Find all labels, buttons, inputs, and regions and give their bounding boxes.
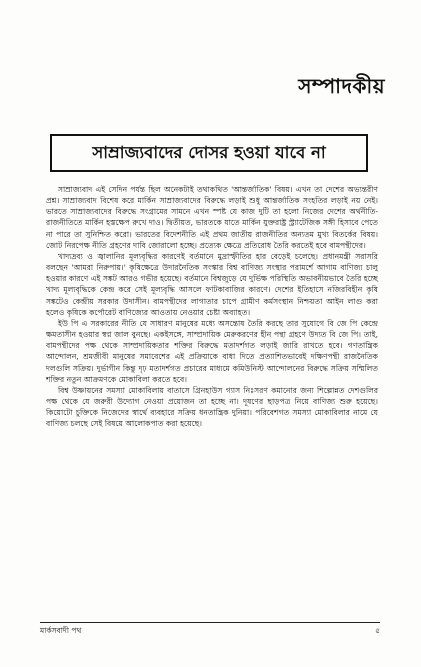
page-number: ৫ (375, 626, 380, 635)
paragraph-2: খাদ্যদ্রব্য ও জ্বালানির মূল্যবৃদ্ধির কারণেই বর্তমানে মুদ্রাস্ফীতির হার বেড়েই চলেছে। প্রধানমন্ত্রী সরাসরি বলছেন 'আমরা নিরুপায়।' কৃষিক্ষেত্রে উদারনৈতিক সংস্কার বিশ্ব বাণিজ্য সংস্থার পরামর্শে আগাম বাণিজ্য চালু হওয়ার কারণে এই সঙ্কট আরও গভীর হয়েছে। বর্তমানে বিশ্বজুড়ে যে দুর্ভিক্ষ পরিস্থিতি অভাবনীয়ভাবে তৈরি হচ্ছে খাদ্য মূল্যবৃদ্ধিকে কেন্দ্র করে সেই মূল্যবৃদ্ধি আসলে ফাটকাবাজির কারণে। দেশের ইতিহাসে নজিরবিহীন কৃষি সঙ্কটেও কেন্দ্রীয় সরকার উদাসীন। বামপন্থীদের লাগাতার চাপে গ্রামীণ কর্মসংস্থান নিশ্চয়তা আইন লাগু করা হলেও কৃষিকে কর্পোরেট বাণিজ্যের আওতায় নেওয়ার চেষ্টা অব্যাহত। (46, 251, 378, 317)
headline: সাম্রাজ্যবাদের দোসর হওয়া যাবে না (92, 142, 326, 162)
paragraph-1: সাম্রাজ্যবাদ এই সেদিন পর্যন্ত ছিল অনেকটাই তথাকথিত 'আন্তর্জাতিক' বিষয়। এখন তা দেশের অভ্যন্তরীণ প্রশ্ন। সাম্রাজ্যবাদ বিশেষ করে মার্কিন সাম্রাজ্যবাদের বিরুদ্ধে লড়াই শুধু আন্তর্জাতিক সংহতির লড়াই নয় নেই। ভারতে সাম্রাজ্যবাদের বিরুদ্ধে সংগ্রামের সামনে এখন স্পষ্ট যে কাজ দুটি তা হলো নিজের দেশের অর্থনীতি-রাজনীতিতে মার্কিন হস্তক্ষেপ রুখে দাও। দ্বিতীয়ত, ভারতকে যাতে মার্কিন যুক্তরাষ্ট্র স্ট্র্যাটেজিক সঙ্গী হিসাবে পেতে না পারে তা সুনিশ্চিত করো। ভারতের বিদেশনীতি এই প্রথম জাতীয় রাজনীতির অন্যতম মুখ্য বিতর্কের বিষয়। জোট নিরপেক্ষ নীতি গ্রহণের দাবি জোরালো হচ্ছে। প্রত্যেক ক্ষেত্রে প্রতিরোধ তৈরি করতেই হবে বামপন্থীদের। (46, 185, 378, 250)
paragraph-3: ইউ পি এ সরকারের নীতি যে সাধারণ মানুষের মধ্যে অসন্তোষ তৈরি করছে তার সুযোগে বি জে পি কেন্দ্রে ক্ষমতাসীন হওয়ার স্বপ্ন জাল বুনছে। একইসঙ্গে, সাম্প্রদায়িক মেরুকরণের হীন পন্থা গ্রহণে উদ্যত বি জে পি। তাই, বামপন্থীদের পক্ষ থেকে সাম্প্রদায়িকতার শক্তির বিরুদ্ধে মতাদর্শগত লড়াই জারি রাখতে হবে। গণতান্ত্রিক আন্দোলন, শ্রমজীবী মানুষের সমাবেশের এই প্রক্রিয়াকে বাধা দিতে প্রত্যাশিতভাবেই দক্ষিণপন্থী রাজনৈতিক দলগুলি সক্রিয়। দুর্ভাগীন কিন্তু দৃঢ় মতাদর্শগত প্রচারের মাধ্যমে কমিউনিস্ট আন্দোলনের বিরুদ্ধে সক্রিয় সম্মিলিত শক্তির নতুন আক্রমণকে মোকাবিলা করতে হবে। (46, 318, 378, 384)
section-label: সম্পাদকীয় (298, 74, 385, 98)
headline-box (50, 134, 368, 172)
page-footer (40, 622, 380, 635)
article-body (46, 184, 378, 429)
paragraph-4: বিশ্ব উষ্ণায়নের সমস্যা মোকাবিলায় বাতাসে গ্রিনহাউস গ্যাস নিঃসরণ কমানোর জন্য শিল্পোন্নত দেশগুলির পক্ষ থেকে যে জরুরী উদ্যোগ নেওয়া প্রয়োজন তা হচ্ছে না। দূষণের ছাড়পত্র নিয়ে বাণিজ্য শুরু হয়েছে। কিয়োটো চুক্তিকে নিজেদের স্বার্থে ব্যবহারে সক্রিয় ধনতান্ত্রিক দুনিয়া। পরিবেশগত সমস্যা মোকাবিলার নামে যে বাণিজ্য চলছে সেই বিষয়ে আলোকপাত করা হয়েছে। (46, 385, 378, 429)
journal-name: মার্কসবাদী পথ (40, 626, 82, 635)
